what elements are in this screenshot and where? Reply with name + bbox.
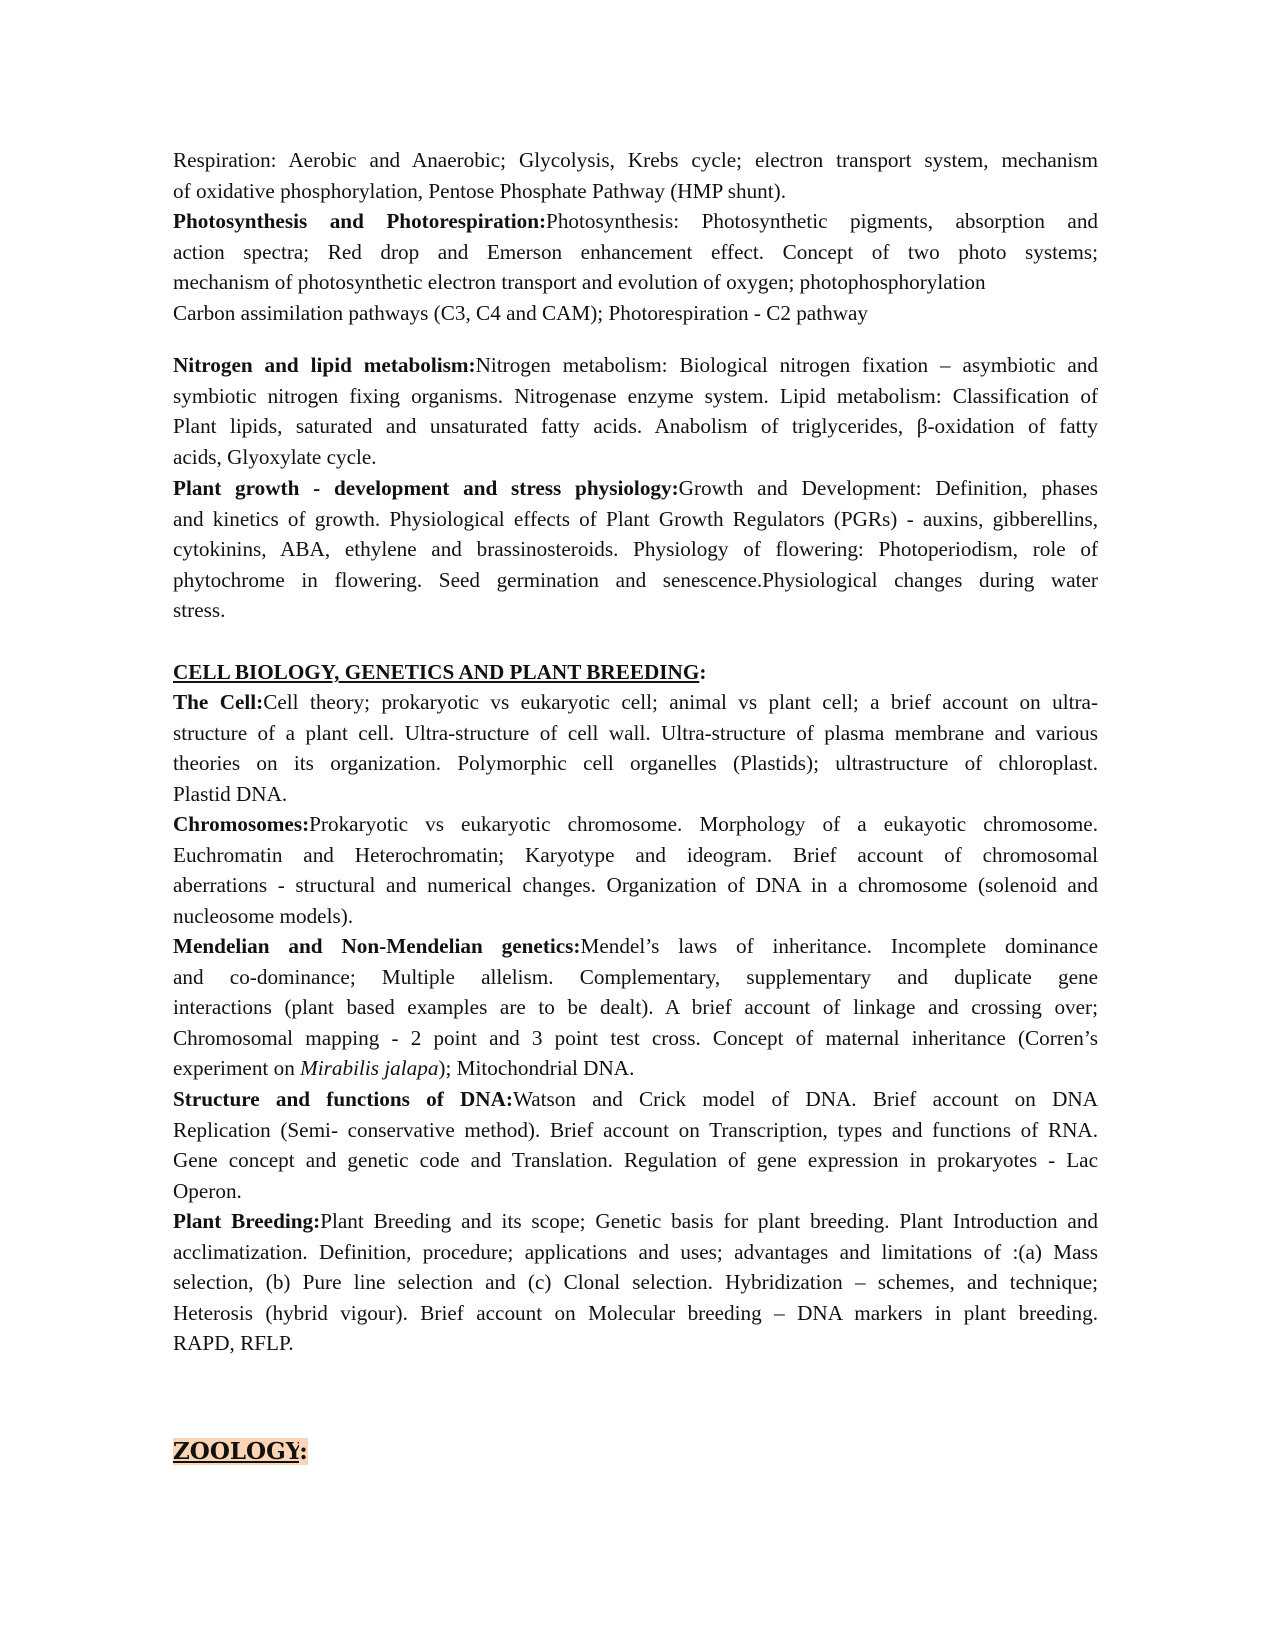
paragraph-growth bbox=[173, 473, 1098, 626]
chromosomes-heading: Chromosomes: bbox=[173, 812, 310, 836]
breeding-line: selection, (b) Pure line selection and (c) Clonal selection. Hybridization – schemes, and technique; bbox=[173, 1270, 1098, 1295]
dna-line: Gene concept and genetic code and Translation. Regulation of gene expression in prokaryotes - Lac bbox=[173, 1148, 1098, 1173]
section-title: CELL BIOLOGY, GENETICS AND PLANT BREEDING bbox=[173, 660, 700, 684]
growth-line: cytokinins, ABA, ethylene and brassinosteroids. Physiology of flowering: Photoperiodism, role of bbox=[173, 537, 1098, 562]
chromosomes-line: nucleosome models). bbox=[173, 903, 354, 928]
section-heading-cell-biology: CELL BIOLOGY, GENETICS AND PLANT BREEDING: bbox=[173, 660, 707, 684]
paragraph-cell bbox=[173, 687, 1098, 809]
breeding-line: Plant Breeding:Plant Breeding and its scope; Genetic basis for plant breeding. Plant Introduction and bbox=[173, 1209, 1098, 1233]
chromosomes-line: aberrations - structural and numerical changes. Organization of DNA in a chromosome (solenoid and bbox=[173, 873, 1098, 898]
photosynthesis-heading: Photosynthesis and Photorespiration: bbox=[173, 209, 547, 233]
paragraph-breeding bbox=[173, 1206, 1098, 1359]
nitrogen-line: Nitrogen and lipid metabolism:Nitrogen metabolism: Biological nitrogen fixation – asymbiotic and bbox=[173, 353, 1098, 377]
dna-heading: Structure and functions of DNA: bbox=[173, 1087, 513, 1111]
mendelian-line: Mendelian and Non-Mendelian genetics:Mendel’s laws of inheritance. Incomplete dominance bbox=[173, 934, 1098, 958]
cell-line: theories on its organization. Polymorphic cell organelles (Plastids); ultrastructure of chloroplast. bbox=[173, 751, 1098, 776]
breeding-heading: Plant Breeding: bbox=[173, 1209, 321, 1233]
dna-line: Operon. bbox=[173, 1178, 242, 1203]
photosynthesis-line: Carbon assimilation pathways (C3, C4 and CAM); Photorespiration - C2 pathway bbox=[173, 300, 868, 325]
cell-line: The Cell:Cell theory; prokaryotic vs eukaryotic cell; animal vs plant cell; a brief account on ultra- bbox=[173, 690, 1098, 714]
photosynthesis-line: mechanism of photosynthetic electron transport and evolution of oxygen; photophosphorylation bbox=[173, 270, 986, 295]
nitrogen-line: symbiotic nitrogen fixing organisms. Nitrogenase enzyme system. Lipid metabolism: Classification of bbox=[173, 383, 1098, 408]
paragraph-chromosomes bbox=[173, 809, 1098, 931]
mendelian-line: and co-dominance; Multiple allelism. Complementary, supplementary and duplicate gene bbox=[173, 964, 1098, 989]
growth-heading: Plant growth - development and stress physiology: bbox=[173, 476, 679, 500]
breeding-line: Heterosis (hybrid vigour). Brief account on Molecular breeding – DNA markers in plant breeding. bbox=[173, 1300, 1098, 1325]
paragraph-mendelian bbox=[173, 931, 1098, 1084]
cell-line: structure of a plant cell. Ultra-structure of cell wall. Ultra-structure of plasma membrane and various bbox=[173, 720, 1098, 745]
zoology-colon: : bbox=[299, 1438, 308, 1465]
nitrogen-line: Plant lipids, saturated and unsaturated fatty acids. Anabolism of triglycerides, β-oxidation of fatty bbox=[173, 414, 1098, 439]
mendelian-line: experiment on Mirabilis jalapa); Mitochondrial DNA. bbox=[173, 1056, 635, 1081]
nitrogen-heading: Nitrogen and lipid metabolism: bbox=[173, 353, 476, 377]
paragraph-photosynthesis bbox=[173, 206, 1098, 328]
mendelian-line: interactions (plant based examples are to be dealt). A brief account of linkage and crossing over; bbox=[173, 995, 1098, 1020]
respiration-line: of oxidative phosphorylation, Pentose Phosphate Pathway (HMP shunt). bbox=[173, 178, 787, 203]
dna-line: Replication (Semi- conservative method). Brief account on Transcription, types and functions of RNA. bbox=[173, 1117, 1098, 1142]
paragraph-respiration bbox=[173, 145, 1098, 206]
growth-line: phytochrome in flowering. Seed germination and senescence.Physiological changes during water bbox=[173, 567, 1098, 592]
breeding-line: acclimatization. Definition, procedure; applications and uses; advantages and limitations of :(a) Mass bbox=[173, 1239, 1098, 1264]
photosynthesis-line: action spectra; Red drop and Emerson enhancement effect. Concept of two photo systems; bbox=[173, 239, 1098, 264]
mendelian-heading: Mendelian and Non-Mendelian genetics: bbox=[173, 934, 581, 958]
cell-line: Plastid DNA. bbox=[173, 781, 288, 806]
growth-line: and kinetics of growth. Physiological effects of Plant Growth Regulators (PGRs) - auxins, gibberellins, bbox=[173, 506, 1098, 531]
growth-line: Plant growth - development and stress physiology:Growth and Development: Definition, phases bbox=[173, 476, 1098, 500]
nitrogen-line: acids, Glyoxylate cycle. bbox=[173, 444, 377, 469]
photosynthesis-line: Photosynthesis and Photorespiration:Photosynthesis: Photosynthetic pigments, absorption and bbox=[173, 209, 1099, 233]
paragraph-nitrogen bbox=[173, 350, 1098, 472]
chromosomes-line: Euchromatin and Heterochromatin; Karyotype and ideogram. Brief account of chromosomal bbox=[173, 842, 1098, 867]
growth-line: stress. bbox=[173, 598, 226, 623]
breeding-line: RAPD, RFLP. bbox=[173, 1331, 294, 1356]
species-name: Mirabilis jalapa bbox=[300, 1056, 439, 1081]
section-heading-zoology bbox=[173, 1437, 308, 1467]
paragraph-dna bbox=[173, 1084, 1098, 1206]
cell-heading: The Cell: bbox=[173, 690, 264, 714]
zoology-title: ZOOLOGY bbox=[173, 1438, 300, 1465]
mendelian-line: Chromosomal mapping - 2 point and 3 point test cross. Concept of maternal inheritance (Corren’s bbox=[173, 1025, 1098, 1050]
dna-line: Structure and functions of DNA:Watson and Crick model of DNA. Brief account on DNA bbox=[173, 1087, 1099, 1111]
chromosomes-line: Chromosomes:Prokaryotic vs eukaryotic chromosome. Morphology of a eukayotic chromosome. bbox=[173, 812, 1098, 836]
respiration-line: Respiration: Aerobic and Anaerobic; Glycolysis, Krebs cycle; electron transport system, mechanism bbox=[173, 148, 1098, 172]
